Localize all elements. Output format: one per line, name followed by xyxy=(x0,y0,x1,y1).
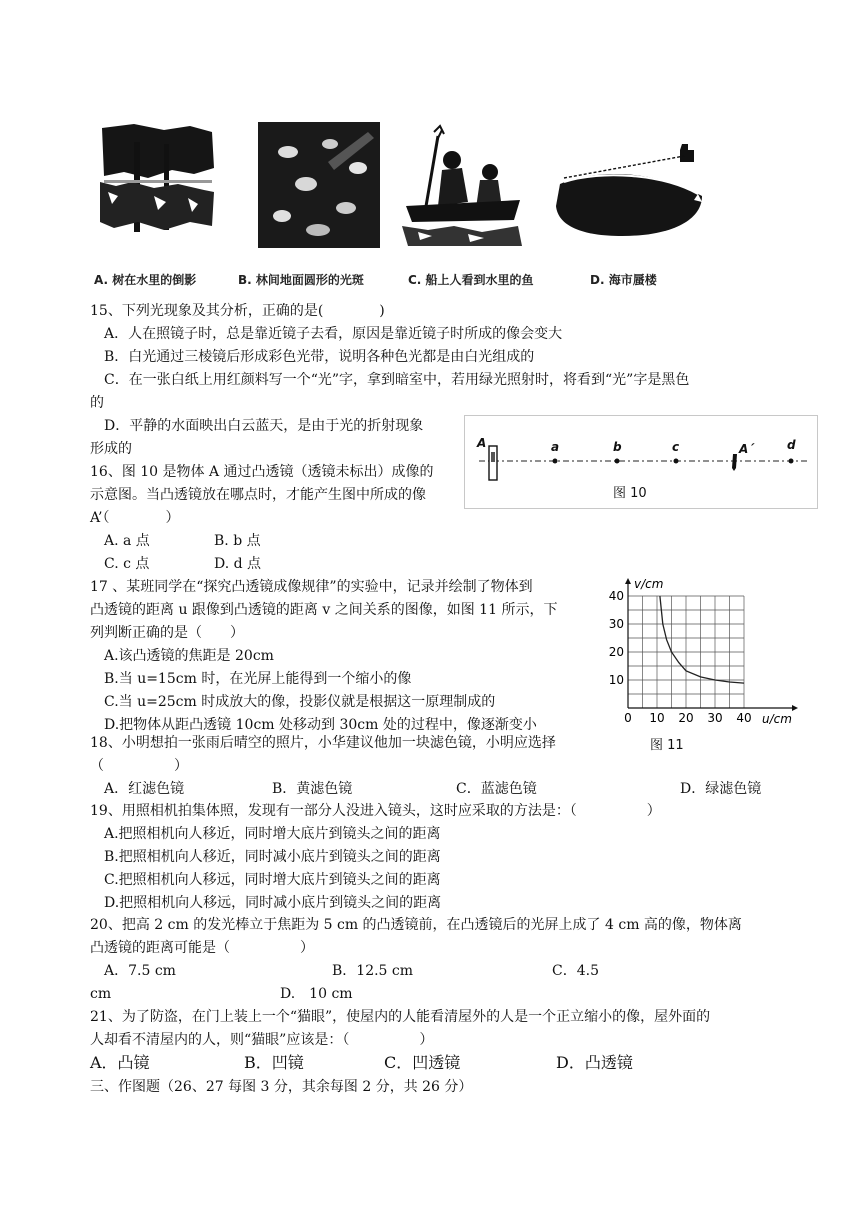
q15-option-d-line2: 形成的 xyxy=(90,441,132,457)
x-axis-arrow xyxy=(792,705,798,711)
y-tick-label: 40 xyxy=(608,589,624,603)
fig11-caption: 图 11 xyxy=(650,738,684,753)
fig10-label-image: A´ xyxy=(739,442,755,456)
q15-option-c-line2: 的 xyxy=(90,395,104,411)
x-axis-label: u/cm xyxy=(762,712,792,724)
photo-mirage xyxy=(552,140,712,240)
section-3-heading: 三、作图题（26、27 每图 3 分，其余每图 2 分，共 26 分） xyxy=(90,1079,473,1095)
q17-stem-line2: 凸透镜的距离 u 跟像到凸透镜的距离 v 之间关系的图像，如图 11 所示，下 xyxy=(90,602,558,618)
q20-option-c: C．4.5 xyxy=(552,963,599,979)
q21-option-c: C．凹透镜 xyxy=(384,1053,461,1072)
photo-caption-c: C. 船上人看到水里的鱼 xyxy=(408,273,534,287)
q18-stem-line2: （ ） xyxy=(90,758,188,774)
q16-stem-line2: 示意图。当凸透镜放在哪点时，才能产生图中所成的像 xyxy=(90,487,426,503)
figure-11-chart xyxy=(602,576,802,724)
q16-stem-line1: 16、图 10 是物体 A 通过凸透镜（透镜未标出）成像的 xyxy=(90,464,434,480)
q18-stem-line1: 18、小明想拍一张雨后晴空的照片，小华建议他加一块滤色镜，小明应选择 xyxy=(90,735,556,751)
q17-option-d: D.把物体从距凸透镜 10cm 处移动到 30cm 处的过程中，像逐渐变小 xyxy=(104,717,537,733)
q19-option-d: D.把照相机向人移远，同时减小底片到镜头之间的距离 xyxy=(104,895,442,911)
photo-caption-d: D. 海市蜃楼 xyxy=(590,273,657,287)
q15-stem: 15、下列光现象及其分析，正确的是( ) xyxy=(90,303,385,319)
tree-reflection-image xyxy=(94,122,220,248)
q20-option-b: B．12.5 cm xyxy=(332,963,414,979)
figure-10 xyxy=(464,415,818,509)
photo-boat-fish xyxy=(398,122,528,252)
q20-option-a: A．7.5 cm xyxy=(104,963,176,979)
fig10-label-c: c xyxy=(672,440,680,454)
boat-fish-image xyxy=(398,122,528,252)
x-tick-label: 40 xyxy=(736,711,752,724)
q21-stem-line1: 21、为了防盗，在门上装上一个“猫眼”，使屋内的人能看清屋外的人是一个正立缩小的像，屋外面的 xyxy=(90,1009,711,1025)
x-tick-label: 30 xyxy=(707,711,723,724)
q18-option-c: C．蓝滤色镜 xyxy=(456,781,537,797)
q18-option-a: A．红滤色镜 xyxy=(104,781,185,797)
q15-option-b: B．白光通过三棱镜后形成彩色光带，说明各种色光都是由白光组成的 xyxy=(104,349,535,365)
q19-option-b: B.把照相机向人移近，同时减小底片到镜头之间的距离 xyxy=(104,849,441,865)
light-spots-image xyxy=(258,122,380,248)
fig10-label-a: a xyxy=(551,440,560,454)
q18-option-d: D．绿滤色镜 xyxy=(680,781,762,797)
q20-option-c-unit: cm xyxy=(90,986,112,1002)
y-axis-arrow xyxy=(625,578,631,584)
q20-stem-line2: 凸透镜的距离可能是（ ） xyxy=(90,940,314,956)
photo-tree-reflection xyxy=(94,122,220,248)
q15-option-a: A．人在照镜子时，总是靠近镜子去看，原因是靠近镜子时所成的像会变大 xyxy=(104,326,563,342)
q17-stem-line1: 17 、某班同学在“探究凸透镜成像规律”的实验中，记录并绘制了物体到 xyxy=(90,579,533,595)
q15-option-c-line1: C．在一张白纸上用红颜料写一个“光”字，拿到暗室中，若用绿光照射时，将看到“光”字是黑色 xyxy=(104,372,690,388)
q16-option-a: A. a 点 xyxy=(104,533,150,549)
figure-11-svg xyxy=(602,576,802,724)
q16-option-b: B. b 点 xyxy=(214,533,261,549)
q19-option-c: C.把照相机向人移远，同时增大底片到镜头之间的距离 xyxy=(104,872,441,888)
q21-option-a: A．凸镜 xyxy=(90,1053,150,1072)
q16-option-c: C. c 点 xyxy=(104,556,150,572)
mirage-image xyxy=(552,140,712,240)
fig10-caption: 图 10 xyxy=(613,486,647,501)
q21-stem-line2: 人却看不清屋内的人，则“猫眼”应该是：（ ） xyxy=(90,1032,434,1048)
y-tick-label: 30 xyxy=(608,617,624,631)
y-axis-label: v/cm xyxy=(634,577,664,591)
q17-option-c: C.当 u=25cm 时成放大的像，投影仪就是根据这一原理制成的 xyxy=(104,694,496,710)
y-tick-label: 20 xyxy=(608,645,624,659)
q16-stem-line3: A’（ ） xyxy=(90,510,180,526)
photo-light-spots xyxy=(258,122,380,248)
uv-curve xyxy=(660,596,744,683)
q19-stem: 19、用照相机拍集体照，发现有一部分人没进入镜头，这时应采取的方法是：（ ） xyxy=(90,803,661,819)
q17-option-b: B.当 u=15cm 时，在光屏上能得到一个缩小的像 xyxy=(104,671,412,687)
q21-option-b: B．凹镜 xyxy=(244,1053,304,1072)
q15-option-d-line1: D．平静的水面映出白云蓝天，是由于光的折射现象 xyxy=(104,418,424,434)
fig10-label-object: A xyxy=(477,436,487,450)
photo-caption-b: B. 林间地面圆形的光斑 xyxy=(238,273,364,287)
fig10-label-d: d xyxy=(787,438,796,452)
photo-caption-a: A. 树在水里的倒影 xyxy=(94,273,197,287)
q20-stem-line1: 20、把高 2 cm 的发光棒立于焦距为 5 cm 的凸透镜前，在凸透镜后的光屏上成了 4 cm 高的像，物体离 xyxy=(90,917,742,933)
q16-option-d: D. d 点 xyxy=(214,556,262,572)
x-tick-label: 20 xyxy=(678,711,694,724)
fig10-label-b: b xyxy=(613,440,622,454)
q20-option-d: D. 10 cm xyxy=(280,986,353,1002)
q21-option-d: D．凸透镜 xyxy=(556,1053,633,1072)
q17-option-a: A.该凸透镜的焦距是 20cm xyxy=(104,648,274,664)
q17-stem-line3: 列判断正确的是（ ） xyxy=(90,625,244,641)
x-tick-label: 0 xyxy=(624,711,632,724)
q18-option-b: B．黄滤色镜 xyxy=(272,781,353,797)
y-tick-label: 10 xyxy=(608,673,624,687)
x-tick-label: 10 xyxy=(649,711,665,724)
q19-option-a: A.把照相机向人移近，同时增大底片到镜头之间的距离 xyxy=(104,826,441,842)
